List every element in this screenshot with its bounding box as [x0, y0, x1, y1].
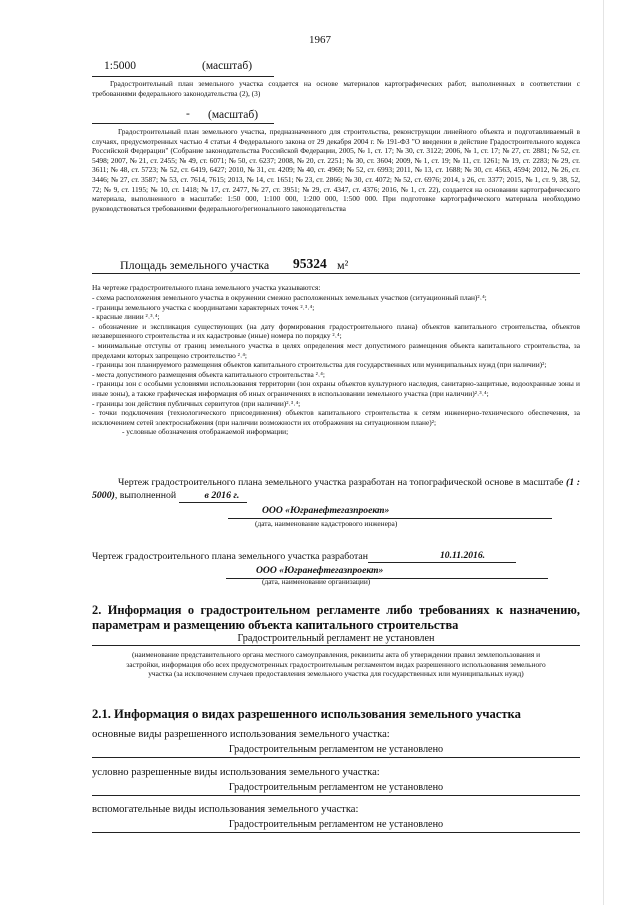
- scale-label-1: (масштаб): [202, 60, 253, 72]
- drawing-items-list: [92, 293, 580, 437]
- section21-title: 2.1. Информация о видах разрешенного использования земельного участка: [92, 707, 521, 721]
- drawing-item: - границы земельного участка с координатами характерных точек ²˒³˒⁴;: [92, 302, 315, 312]
- drawing-item: - минимальные отступы от границ земельного участка в целях определения мест допустимого размещения объекта капитального строительства, за пределами которых запрещено строительство ²˒⁴;: [92, 340, 580, 360]
- page-number: 1967: [309, 34, 331, 46]
- topo-sentence: [92, 476, 580, 503]
- area-value: 95324: [293, 256, 327, 271]
- drawing-item: - схема расположения земельного участка в окружении смежно расположенных земельных участков (ситуационный план)²˒⁴;: [92, 293, 487, 302]
- topo-text: Чертеж градостроительного плана земельного участка разработан на топографической основе в масштабе: [118, 477, 564, 488]
- scale-label-2: (масштаб): [208, 109, 259, 121]
- dev-text: Чертеж градостроительного плана земельного участка разработан: [92, 551, 368, 562]
- paragraph-linear-object: Градостроительный план земельного участка, предназначенного для строительства, реконструкции линейного объекта и подготавливаемый в случаях, предусмотренных частью 4 статьи 4 Федерального закона от 29 декабря 2004 г. № 191-ФЗ "О введении в действие Градостроительного кодекса Российской Федерации" (Собрание законодательства Российской Федерации, 2005, № 1, ст. 17; № 30, ст. 3122; 2006, № 1, ст. 17; № 27, ст. 2881; № 52, ст. 5498; 2007, № 21, ст. 2455; № 49, ст. 6071; № 50, ст. 6237; 2008, № 20, ст. 2251; № 30, ст. 3604; 2009, № 1, ст. 19; № 11, ст. 1261; № 19, ст. 2283; № 29, ст. 3611; № 48, ст. 5723; № 52, ст. 6419, 6427; 2010, № 31, ст. 4209; № 40, ст. 4969; № 52, ст. 6993; 2011, № 13, ст. 1688; № 30, ст. 4563, 4594; 2012, № 26, ст. 3446; № 27, ст. 3587; № 53, ст. 7614, 7615; 2013, № 14, ст. 1651; № 23, ст. 2866; № 30, ст. 4072; № 52, ст. 6976; 2014, з 26, ст. 3377; 2015, № 1, ст. 9, 38, 52, 72; № 9, ст. 1195; № 10, ст. 1418; № 17, ст. 2477, № 27, ст. 3951; № 29, ст. 4347, ст. 4376; 2016, № 1, ст. 22), создается на основании картографического материала, выполненного в масштабе: 1:50 000, 1:100 000, 1:200 000, 1:500 000. При подготовке картографического материала необходимо руководствоваться требованиями федерального/регионального законодательства: [92, 127, 580, 213]
- drawing-item: - обозначение и экспликация существующих (на дату формирования градостроительного плана) объектов капитального строительства, объектов незавершенного строительства и их кадастровые (иные) номера по порядку ²˒⁴;: [92, 321, 580, 341]
- permitted-use-main-label: основные виды разрешенного использования земельного участка:: [92, 729, 390, 740]
- paragraph-survey-basis: Градостроительный план земельного участка создается на основе материалов картографических работ, выполненных в соответствии с требованиями федерального законодательства (2), (3): [92, 79, 580, 98]
- permitted-use-main-value: Градостроительным регламентом не установлено: [228, 744, 444, 755]
- topo-scale: (1 : 5000): [92, 477, 580, 501]
- drawing-item: - красные линии ²˒³˒⁴;: [92, 312, 160, 322]
- topo-org: ООО «Югранефтегазпроект»: [262, 505, 390, 516]
- drawing-items-intro: На чертеже градостроительного плана земельного участка указываются:: [92, 283, 321, 292]
- area-label: Площадь земельного участка: [120, 258, 270, 272]
- permitted-use-conditional-label: условно разрешенные виды использования земельного участка:: [92, 767, 380, 778]
- drawing-item: - места допустимого размещения объекта капитального строительства ²˒⁴;: [92, 369, 325, 379]
- topo-done-label: , выполненной: [114, 490, 177, 501]
- drawing-item: - границы зон действия публичных сервитутов (при наличии)²˒³˒⁴;: [92, 398, 301, 408]
- scale-value-1: 1:5000: [104, 60, 136, 72]
- section2-note: (наименование представительного органа местного самоуправления, реквизиты акта об утверждении правил землепользования и застройки, информация обо всех предусмотренных градостроительным регламентом видах разрешенного использования земельного участка (за исключением случаев предоставления земельного участка для государственных или муниципальных нужд): [126, 650, 546, 679]
- permitted-use-auxiliary-value: Градостроительным регламентом не установлено: [228, 819, 444, 830]
- drawing-item: - условные обозначения отображаемой информации;: [122, 427, 289, 437]
- drawing-item: - границы зон с особыми условиями использования территории (зон охраны объектов культурного наследия, санитарно-защитные, водоохранные зоны и иные зоны), а также графическая информация об иных ограничениях в использовании земельного участка (при наличии)²˒³˒⁴;: [92, 379, 580, 398]
- section2-title: 2. Информация о градостроительном регламенте либо требованиях к назначению, параметрам и размещению объекта капитального строительства: [92, 603, 580, 632]
- scale-value-2: -: [186, 108, 190, 120]
- section2-status: Градостроительный регламент не установлен: [237, 633, 435, 644]
- topo-year: в 2016 г.: [179, 489, 247, 503]
- drawing-item: - границы зон планируемого размещения объектов капитального строительства для государственных или муниципальных нужд (при наличии)²;: [92, 360, 547, 370]
- dev-org: ООО «Югранефтегазпроект»: [256, 565, 384, 576]
- topo-caption: (дата, наименование кадастрового инженера): [255, 519, 398, 528]
- permitted-use-conditional-value: Градостроительным регламентом не установлено: [228, 782, 444, 793]
- area-unit: м²: [337, 258, 349, 272]
- scan-edge-line: [603, 0, 604, 905]
- dev-date: 10.11.2016.: [440, 550, 486, 561]
- permitted-use-auxiliary-label: вспомогательные виды использования земельного участка:: [92, 804, 359, 815]
- dev-caption: (дата, наименование организации): [262, 577, 371, 586]
- drawing-item: - точки подключения (технологического присоединения) объектов капитального строительства к сетям инженерно-технического обеспечения, за исключением сетей электроснабжения (при наличии возможности их отображения на ситуационном плане)²;: [92, 408, 580, 427]
